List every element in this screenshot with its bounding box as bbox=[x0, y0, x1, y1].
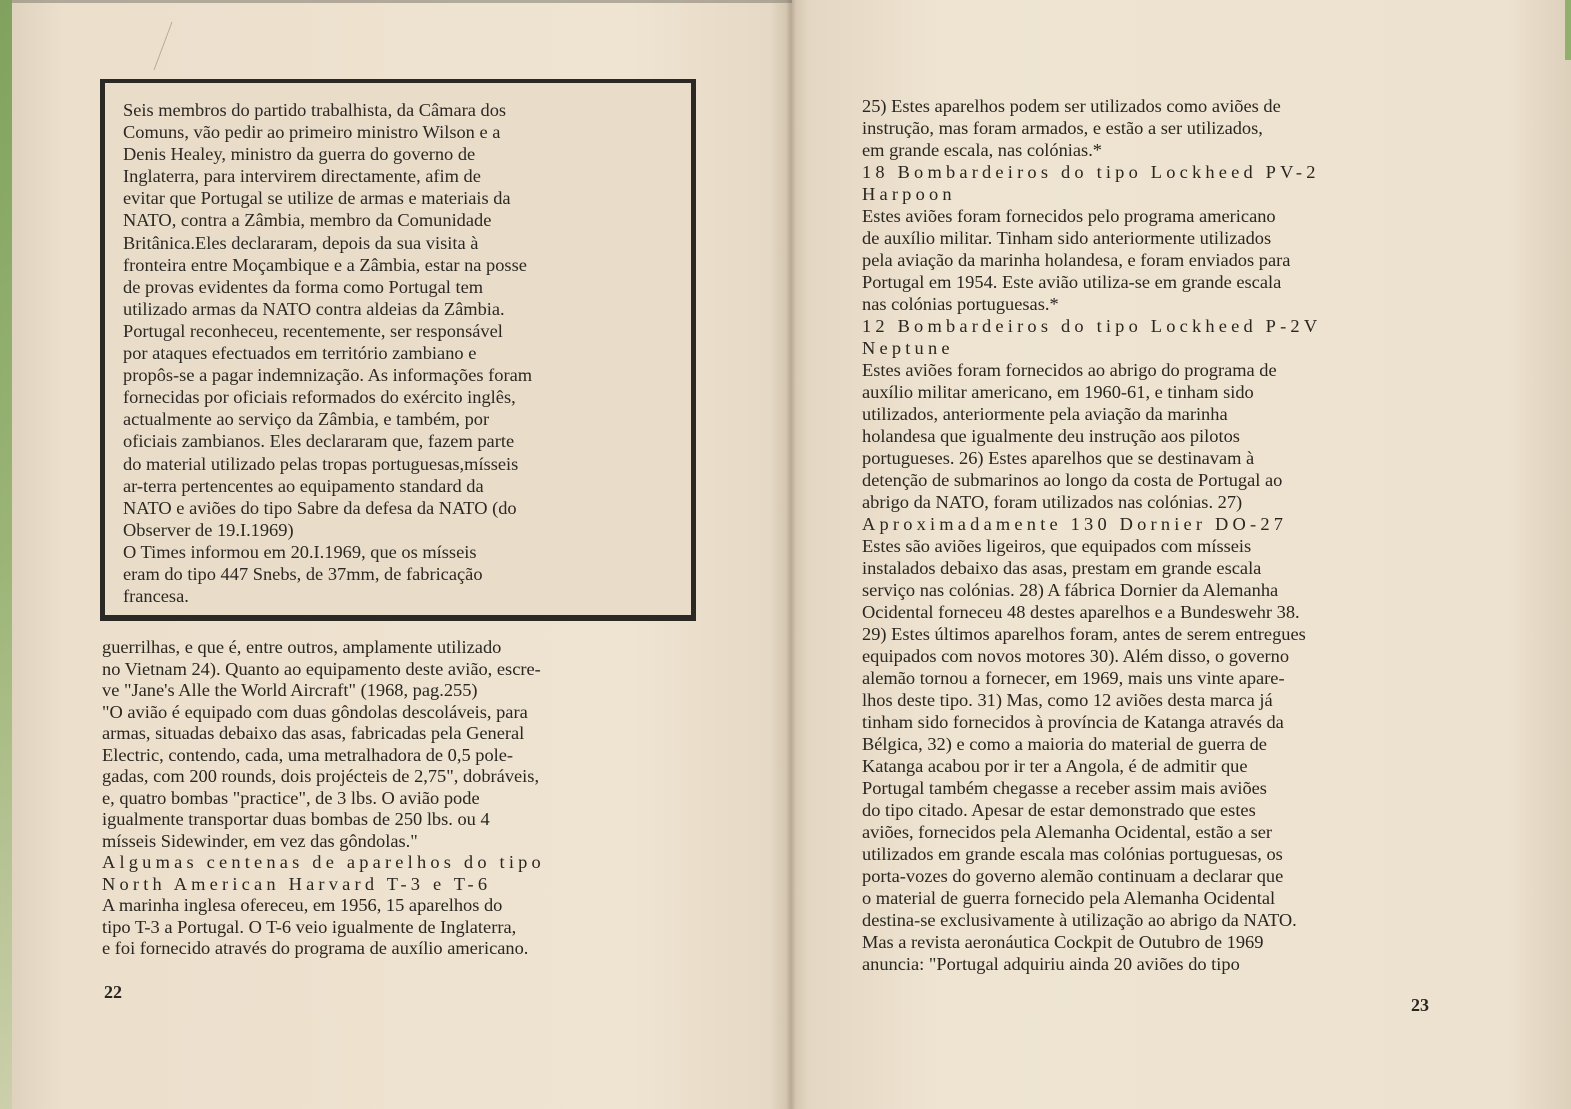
text-line: utilizados, anteriormente pela aviação da marinha bbox=[862, 404, 1228, 424]
text-line: o material de guerra fornecido pela Alemanha Ocidental bbox=[862, 888, 1276, 908]
text-line: no Vietnam 24). Quanto ao equipamento deste avião, escre- bbox=[102, 658, 541, 679]
text-line: abrigo da NATO, foram utilizados nas colónias. 27) bbox=[862, 492, 1243, 512]
boxed-quote-text bbox=[123, 99, 687, 607]
text-line: 12 Bombardeiros do tipo Lockheed P-2V bbox=[862, 316, 1322, 336]
quote-line: eram do tipo 447 Snebs, de 37mm, de fabricação bbox=[123, 563, 483, 584]
text-line: utilizados em grande escala mas colónias portuguesas, os bbox=[862, 844, 1283, 864]
quote-line: oficiais zambianos. Eles declararam que, fazem parte bbox=[123, 431, 515, 452]
text-line: North American Harvard T-3 e T-6 bbox=[102, 873, 492, 894]
quote-line: Inglaterra, para intervirem directamente, afim de bbox=[123, 166, 481, 187]
text-line: e foi fornecido através do programa de auxílio americano. bbox=[102, 938, 529, 958]
text-line: 29) Estes últimos aparelhos foram, antes de serem entregues bbox=[862, 624, 1306, 644]
text-line: armas, situadas debaixo das asas, fabricadas pela General bbox=[102, 723, 525, 743]
text-line: gadas, com 200 rounds, dois projécteis de 2,75", dobráveis, bbox=[102, 766, 540, 786]
text-line: auxílio militar americano, em 1960-61, e tinham sido bbox=[862, 382, 1254, 402]
quote-line: propôs-se a pagar indemnização. As informações foram bbox=[123, 365, 533, 386]
text-line: porta-vozes do governo alemão continuam a declarar que bbox=[862, 866, 1284, 886]
quote-line: francesa. bbox=[123, 586, 189, 607]
text-line: ve "Jane's Alle the World Aircraft" (1968, pag.255) bbox=[102, 680, 478, 700]
quote-line: Portugal reconheceu, recentemente, ser responsável bbox=[123, 320, 503, 341]
quote-line: fronteira entre Moçambique e a Zâmbia, estar na posse bbox=[123, 254, 527, 275]
quote-line: evitar que Portugal se utilize de armas e materiais da bbox=[123, 188, 511, 209]
text-line: Algumas centenas de aparelhos do tipo bbox=[102, 852, 545, 872]
text-line: Neptune bbox=[862, 338, 954, 358]
quote-line: fornecidas por oficiais reformados do exército inglês, bbox=[123, 387, 516, 408]
text-line: pela aviação da marinha holandesa, e foram enviados para bbox=[862, 250, 1291, 270]
text-line: Mas a revista aeronáutica Cockpit de Outubro de 1969 bbox=[862, 932, 1264, 952]
text-line: e, quatro bombas "practice", de 3 lbs. O avião pode bbox=[102, 787, 480, 808]
quote-line: por ataques efectuados em território zambiano e bbox=[123, 343, 477, 364]
boxed-quote bbox=[100, 79, 696, 621]
quote-line: O Times informou em 20.I.1969, que os mísseis bbox=[123, 541, 477, 562]
text-line: tinham sido fornecidos à província de Katanga através da bbox=[862, 712, 1284, 732]
quote-line: de provas evidentes da forma como Portugal tem bbox=[123, 276, 484, 297]
text-line: igualmente transportar duas bombas de 250 lbs. ou 4 bbox=[102, 809, 490, 829]
text-line: alemão tornou a fornecer, em 1969, mais uns vinte apare- bbox=[862, 668, 1285, 688]
quote-line: utilizado armas da NATO contra aldeias da Zâmbia. bbox=[123, 298, 505, 319]
quote-line: Seis membros do partido trabalhista, da Câmara dos bbox=[123, 100, 507, 120]
right-page-body bbox=[862, 95, 1502, 975]
text-line: guerrilhas, e que é, entre outros, amplamente utilizado bbox=[102, 637, 502, 657]
text-line: A marinha inglesa ofereceu, em 1956, 15 aparelhos do bbox=[102, 895, 503, 915]
text-line: serviço nas colónias. 28) A fábrica Dornier da Alemanha bbox=[862, 580, 1279, 600]
text-line: Estes aviões foram fornecidos pelo programa americano bbox=[862, 206, 1276, 226]
text-line: equipados com novos motores 30). Além disso, o governo bbox=[862, 646, 1290, 666]
quote-line: actualmente ao serviço da Zâmbia, e também, por bbox=[123, 409, 490, 430]
quote-line: Observer de 19.I.1969) bbox=[123, 519, 294, 540]
text-line: Electric, contendo, cada, uma metralhadora de 0,5 pole- bbox=[102, 744, 514, 765]
text-line: lhos deste tipo. 31) Mas, como 12 aviões desta marca já bbox=[862, 690, 1273, 710]
quote-line: NATO e aviões do tipo Sabre da defesa da NATO (do bbox=[123, 497, 517, 518]
text-line: Harpoon bbox=[862, 184, 956, 204]
text-line: Estes aviões foram fornecidos ao abrigo do programa de bbox=[862, 360, 1277, 380]
text-line: do tipo citado. Apesar de estar demonstrado que estes bbox=[862, 800, 1256, 820]
quote-line: NATO, contra a Zâmbia, membro da Comunidade bbox=[123, 210, 492, 231]
text-line: Portugal em 1954. Este avião utiliza-se em grande escala bbox=[862, 272, 1282, 292]
text-line: 18 Bombardeiros do tipo Lockheed PV-2 bbox=[862, 162, 1320, 182]
quote-line: Britânica.Eles declararam, depois da sua visita à bbox=[123, 232, 479, 253]
quote-line: Comuns, vão pedir ao primeiro ministro Wilson e a bbox=[123, 122, 501, 143]
text-line: Bélgica, 32) e como a maioria do material de guerra de bbox=[862, 734, 1267, 754]
text-line: de auxílio militar. Tinham sido anteriormente utilizados bbox=[862, 228, 1272, 248]
page-number-right: 23 bbox=[1411, 995, 1429, 1015]
page-number-left: 22 bbox=[104, 982, 122, 1002]
text-line: aviões, fornecidos pela Alemanha Ocidental, estão a ser bbox=[862, 822, 1273, 842]
text-line: destina-se exclusivamente à utilização ao abrigo da NATO. bbox=[862, 910, 1297, 930]
stray-pencil-mark bbox=[150, 20, 176, 74]
quote-line: Denis Healey, ministro da guerra do governo de bbox=[123, 144, 476, 165]
quote-line: ar-terra pertencentes ao equipamento standard da bbox=[123, 475, 484, 496]
text-line: 25) Estes aparelhos podem ser utilizados como aviões de bbox=[862, 96, 1281, 116]
text-line: portugueses. 26) Estes aparelhos que se destinavam à bbox=[862, 448, 1255, 468]
text-line: Ocidental forneceu 48 destes aparelhos e a Bundeswehr 38. bbox=[862, 602, 1300, 622]
text-line: em grande escala, nas colónias.* bbox=[862, 140, 1103, 160]
text-line: mísseis Sidewinder, em vez das gôndolas." bbox=[102, 830, 418, 851]
text-line: detenção de submarinos ao longo da costa de Portugal ao bbox=[862, 470, 1283, 490]
left-page-body bbox=[102, 637, 722, 960]
text-line: Aproximadamente 130 Dornier DO-27 bbox=[862, 514, 1288, 534]
text-line: Katanga acabou por ir ter a Angola, é de admitir que bbox=[862, 756, 1248, 776]
text-line: Estes são aviões ligeiros, que equipados com mísseis bbox=[862, 536, 1252, 556]
text-line: nas colónias portuguesas.* bbox=[862, 294, 1059, 314]
text-line: holandesa que igualmente deu instrução aos pilotos bbox=[862, 426, 1240, 446]
text-line: anuncia: "Portugal adquiriu ainda 20 aviões do tipo bbox=[862, 954, 1240, 974]
text-line: tipo T-3 a Portugal. O T-6 veio igualmente de Inglaterra, bbox=[102, 916, 517, 937]
quote-line: do material utilizado pelas tropas portuguesas,mísseis bbox=[123, 453, 519, 474]
text-line: instalados debaixo das asas, prestam em grande escala bbox=[862, 558, 1262, 578]
text-line: Portugal também chegasse a receber assim mais aviões bbox=[862, 778, 1267, 798]
text-line: instrução, mas foram armados, e estão a ser utilizados, bbox=[862, 118, 1263, 138]
right-page bbox=[796, 0, 1571, 1109]
text-line: "O avião é equipado com duas gôndolas descoláveis, para bbox=[102, 701, 528, 722]
